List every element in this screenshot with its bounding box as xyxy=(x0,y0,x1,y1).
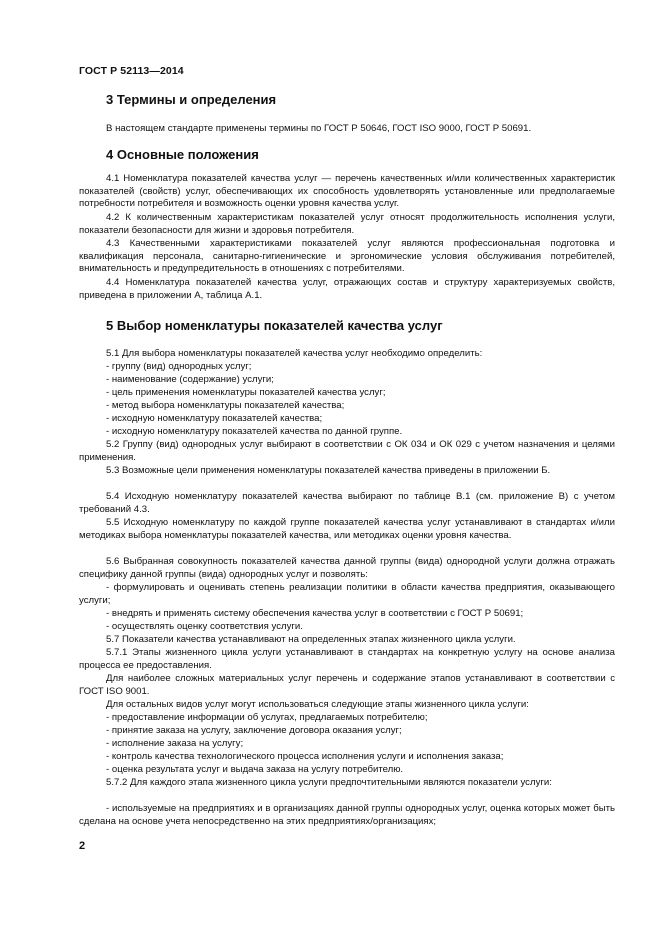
paragraph-5-6: 5.6 Выбранная совокупность показателей качества данной группы (вида) однородной услуги должна отражать специфику данной группы (вида) однородных услуг и позволять: xyxy=(79,556,615,580)
list-item: - контроль качества технологического процесса исполнения услуги и исполнения заказа; xyxy=(106,751,504,762)
paragraph-other-services: Для остальных видов услуг могут использоваться следующие этапы жизненного цикла услуги: xyxy=(106,699,529,710)
paragraph-5-7-2: 5.7.2 Для каждого этапа жизненного цикла услуги предпочтительными являются показатели услуги: xyxy=(106,777,552,788)
list-item: - наименование (содержание) услуги; xyxy=(106,374,274,385)
list-item: - оценка результата услуг и выдача заказа на услугу потребителю. xyxy=(106,764,404,775)
paragraph-5-3: 5.3 Возможные цели применения номенклатуры показателей качества приведены в приложении Б. xyxy=(106,465,551,476)
list-item: - предоставление информации об услугах, предлагаемых потребителю; xyxy=(106,712,428,723)
paragraph-4-2: 4.2 К количественным характеристикам показателей услуг относят продолжительность исполнения услуги, показатели безопасности для жизни и здоровья потребителя. xyxy=(79,212,615,236)
paragraph-5-4: 5.4 Исходную номенклатуру показателей качества выбирают по таблице В.1 (см. приложение В) с учетом требований 4.3. xyxy=(79,491,615,515)
paragraph-5-5: 5.5 Исходную номенклатуру по каждой группе показателей качества услуг устанавливают в стандартах и/или методиках выбора номенклатуры показателей качества, или методиках оценки уровня качества. xyxy=(79,517,615,541)
section-5-title: 5 Выбор номенклатуры показателей качества услуг xyxy=(106,318,443,333)
paragraph-5-7: 5.7 Показатели качества устанавливают на определенных этапах жизненного цикла услуги. xyxy=(106,634,516,645)
list-item: - исполнение заказа на услугу; xyxy=(106,738,244,749)
list-item: - группу (вид) однородных услуг; xyxy=(106,361,252,372)
list-item: - исходную номенклатуру показателей качества; xyxy=(106,413,323,424)
list-item: - метод выбора номенклатуры показателей качества; xyxy=(106,400,345,411)
section-4-title: 4 Основные положения xyxy=(106,147,259,162)
paragraph-4-3: 4.3 Качественными характеристиками показателей услуг являются профессиональная подготовка и квалификация персонала, санитарно-гигиенические и эргономические условия обслуживания потребителей, внимательность и предупредительность в отношениях с потребителями. xyxy=(79,238,615,275)
list-item: - используемые на предприятиях и в организациях данной группы однородных услуг, оценка которых может быть сделана на основе учета непосредственно на этих предприятиях/организациях; xyxy=(79,803,615,827)
section-3-title: 3 Термины и определения xyxy=(106,92,277,107)
list-item: - цель применения номенклатуры показателей качества услуг; xyxy=(106,387,386,398)
list-item: - формулировать и оценивать степень реализации политики в области качества предприятия, оказывающего услуги; xyxy=(79,582,615,606)
paragraph-5-2: 5.2 Группу (вид) однородных услуг выбирают в соответствии с ОК 034 и ОК 029 с учетом назначения и целями применения. xyxy=(79,439,615,463)
document-header: ГОСТ Р 52113—2014 xyxy=(79,65,184,77)
list-item: - внедрять и применять систему обеспечения качества услуг в соответствии с ГОСТ Р 50691; xyxy=(106,608,524,619)
paragraph-4-1: 4.1 Номенклатура показателей качества услуг — перечень качественных и/или количественных характеристик показателей (свойств) услуг, обеспечивающих их способность удовлетворять установленные или предполагаемые потребности потребителя и возможность оценки уровня качества услуг. xyxy=(79,173,615,210)
page-number: 2 xyxy=(79,840,86,852)
paragraph-5-7-1: 5.7.1 Этапы жизненного цикла услуги устанавливают в стандартах на конкретную услугу на основе анализа процесса ее предоставления. xyxy=(79,647,615,671)
section-3-paragraph: В настоящем стандарте применены термины по ГОСТ Р 50646, ГОСТ ISO 9000, ГОСТ Р 50691. xyxy=(106,123,532,134)
list-item: - принятие заказа на услугу, заключение договора оказания услуг; xyxy=(106,725,402,736)
paragraph-4-4: 4.4 Номенклатура показателей качества услуг, отражающих состав и структуру характеризуемых свойств, приведена в приложении А, таблица А.1. xyxy=(79,277,615,301)
paragraph-complex-services: Для наиболее сложных материальных услуг перечень и содержание этапов устанавливают в соответствии с ГОСТ ISO 9001. xyxy=(79,673,615,697)
list-item: - осуществлять оценку соответствия услуги. xyxy=(106,621,303,632)
list-item: - исходную номенклатуру показателей качества по данной группе. xyxy=(106,426,403,437)
paragraph-5-1: 5.1 Для выбора номенклатуры показателей качества услуг необходимо определить: xyxy=(106,348,483,359)
